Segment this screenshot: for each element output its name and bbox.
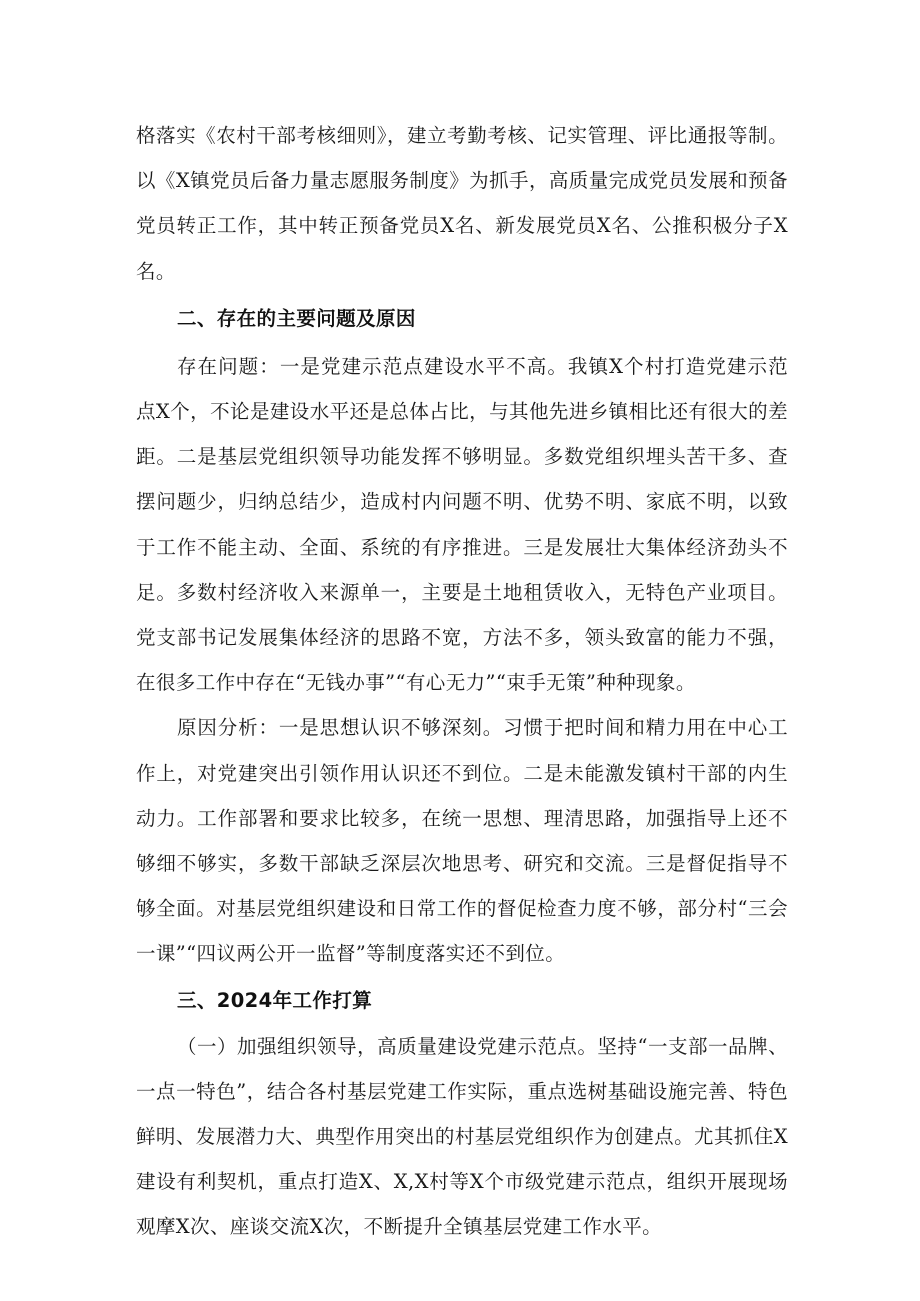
section-heading-plan: 三、2024年工作打算 (176, 988, 373, 1012)
paragraph-continuation: 格落实《农村干部考核细则》，建立考勤考核、记实管理、评比通报等制。以《X镇党员后备力量志愿服务制度》为抓手，高质量完成党员发展和预备党员转正工作，其中转正预备党员X名、新发展党员X名、公推积极分子X名。 (136, 124, 788, 283)
paragraph-plan-1: （一）加强组织领导，高质量建设党建示范点。坚持“一支部一品牌、一点一特色”，结合各村基层党建工作实际，重点选树基础设施完善、特色鲜明、发展潜力大、典型作用突出的村基层党组织作为创建点。尤其抓住X建设有利契机，重点打造X、X,X村等X个市级党建示范点，组织开展现场观摩X次、座谈交流X次，不断提升全镇基层党建工作水平。 (136, 1034, 788, 1239)
paragraph-causes: 原因分析：一是思想认识不够深刻。习惯于把时间和精力用在中心工作上，对党建突出引领作用认识还不到位。二是未能激发镇村干部的内生动力。工作部署和要求比较多，在统一思想、理清思路，加强指导上还不够细不够实，多数干部缺乏深层次地思考、研究和交流。三是督促指导不够全面。对基层党组织建设和日常工作的督促检查力度不够，部分村“三会一课”“四议两公开一监督”等制度落实还不到位。 (136, 716, 788, 966)
document-body (136, 113, 788, 1250)
paragraph-problems: 存在问题：一是党建示范点建设水平不高。我镇X个村打造党建示范点X个，不论是建设水平还是总体占比，与其他先进乡镇相比还有很大的差距。二是基层党组织领导功能发挥不够明显。多数党组织埋头苦干多、查摆问题少，归纳总结少，造成村内问题不明、优势不明、家底不明，以致于工作不能主动、全面、系统的有序推进。三是发展壮大集体经济劲头不足。多数村经济收入来源单一，主要是土地租赁收入，无特色产业项目。党支部书记发展集体经济的思路不宽，方法不多，领头致富的能力不强，在很多工作中存在“无钱办事”“有心无力”“束手无策”种种现象。 (136, 354, 788, 695)
section-heading-problems: 二、存在的主要问题及原因 (176, 306, 416, 330)
